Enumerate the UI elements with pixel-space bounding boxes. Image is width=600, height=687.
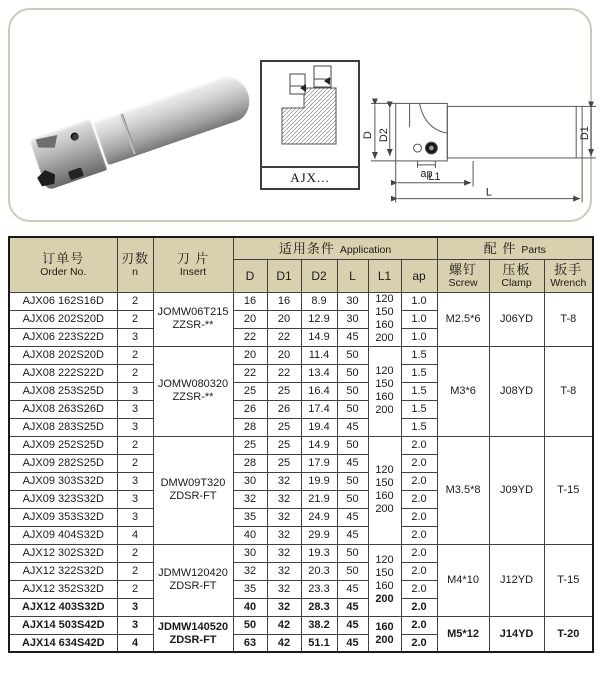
screw-cell: M5*12 <box>437 616 489 652</box>
l-cell: 50 <box>337 346 368 364</box>
col-header-screw: 螺钉 Screw <box>437 259 489 292</box>
d1-cell: 42 <box>267 616 301 634</box>
flute-count-cell: 2 <box>117 544 153 562</box>
d2-cell: 19.3 <box>301 544 337 562</box>
product-panel <box>8 8 592 222</box>
d-cell: 50 <box>233 616 267 634</box>
ap-cell: 2.0 <box>401 436 437 454</box>
table-row <box>9 616 593 634</box>
ap-cell: 1.5 <box>401 418 437 436</box>
table-row <box>9 544 593 562</box>
dimension-drawing <box>362 92 598 212</box>
l1-cell: 120 150 160 200 <box>368 346 401 436</box>
ap-cell: 2.0 <box>401 562 437 580</box>
l-cell: 45 <box>337 508 368 526</box>
d2-cell: 21.9 <box>301 490 337 508</box>
application-schematic <box>262 62 358 166</box>
clamp-cell: J09YD <box>489 436 544 544</box>
insert-cell: JDMW120420 ZDSR-FT <box>153 544 233 616</box>
l-cell: 45 <box>337 454 368 472</box>
dim-label-d: D <box>362 131 374 140</box>
l1-cell: 120 150 160 200 <box>368 436 401 544</box>
dim-label-d1: D1 <box>579 126 592 141</box>
d2-cell: 51.1 <box>301 634 337 652</box>
d2-cell: 14.9 <box>301 328 337 346</box>
ap-cell: 1.5 <box>401 364 437 382</box>
ap-cell: 1.0 <box>401 328 437 346</box>
d1-cell: 32 <box>267 490 301 508</box>
order-no-cell: AJX09 404S32D <box>9 526 117 544</box>
d2-cell: 38.2 <box>301 616 337 634</box>
d-cell: 40 <box>233 598 267 616</box>
col-header-wrench: 扳手 Wrench <box>544 259 593 292</box>
ap-cell: 2.0 <box>401 454 437 472</box>
ap-cell: 2.0 <box>401 580 437 598</box>
l-cell: 45 <box>337 526 368 544</box>
ap-cell: 1.5 <box>401 400 437 418</box>
order-no-cell: AJX12 322S32D <box>9 562 117 580</box>
d1-cell: 25 <box>267 436 301 454</box>
d-cell: 32 <box>233 562 267 580</box>
d-cell: 35 <box>233 580 267 598</box>
diagram-caption: AJX... <box>262 166 358 188</box>
dim-label-ap: ap <box>420 167 433 180</box>
d-cell: 20 <box>233 310 267 328</box>
d2-cell: 16.4 <box>301 382 337 400</box>
d-cell: 22 <box>233 364 267 382</box>
flute-count-cell: 3 <box>117 616 153 634</box>
d1-cell: 32 <box>267 562 301 580</box>
shank-groove <box>120 114 136 154</box>
d1-cell: 32 <box>267 472 301 490</box>
d2-cell: 12.9 <box>301 310 337 328</box>
clamp-cell: J08YD <box>489 346 544 436</box>
l-cell: 50 <box>337 544 368 562</box>
d1-cell: 42 <box>267 634 301 652</box>
clamp-cell: J14YD <box>489 616 544 652</box>
spec-table-body <box>9 292 593 652</box>
dim-label-l: L <box>485 186 492 199</box>
l-cell: 30 <box>337 292 368 310</box>
ap-cell: 2.0 <box>401 544 437 562</box>
flute-count-cell: 2 <box>117 346 153 364</box>
flute-count-cell: 2 <box>117 562 153 580</box>
col-header-d1: D1 <box>267 259 301 292</box>
order-no-cell: AJX08 222S22D <box>9 364 117 382</box>
order-no-cell: AJX08 263S26D <box>9 400 117 418</box>
insert-side <box>68 167 84 180</box>
order-no-cell: AJX08 253S25D <box>9 382 117 400</box>
ap-cell: 2.0 <box>401 472 437 490</box>
d-cell: 63 <box>233 634 267 652</box>
d1-cell: 32 <box>267 526 301 544</box>
order-no-cell: AJX06 202S20D <box>9 310 117 328</box>
application-diagram <box>260 60 360 190</box>
l-cell: 50 <box>337 364 368 382</box>
flute-count-cell: 4 <box>117 634 153 652</box>
flute-count-cell: 2 <box>117 436 153 454</box>
ap-cell: 2.0 <box>401 634 437 652</box>
order-no-cell: AJX09 252S25D <box>9 436 117 454</box>
col-header-insert: 刀 片 Insert <box>153 237 233 292</box>
l-cell: 50 <box>337 436 368 454</box>
d-cell: 40 <box>233 526 267 544</box>
flute-count-cell: 2 <box>117 292 153 310</box>
l1-cell: 120 150 160 200 <box>368 292 401 346</box>
wrench-cell: T-8 <box>544 346 593 436</box>
screw-cell: M3.5*8 <box>437 436 489 544</box>
d1-cell: 26 <box>267 400 301 418</box>
order-no-cell: AJX09 353S32D <box>9 508 117 526</box>
insert-cell: JDMW140520 ZDSR-FT <box>153 616 233 652</box>
flute-count-cell: 3 <box>117 472 153 490</box>
col-header-d: D <box>233 259 267 292</box>
d1-cell: 22 <box>267 364 301 382</box>
order-no-cell: AJX12 403S32D <box>9 598 117 616</box>
tool-photo <box>24 54 264 202</box>
wrench-cell: T-8 <box>544 292 593 346</box>
l-cell: 50 <box>337 400 368 418</box>
l-cell: 45 <box>337 418 368 436</box>
d2-cell: 20.3 <box>301 562 337 580</box>
d-cell: 35 <box>233 508 267 526</box>
order-no-cell: AJX09 323S32D <box>9 490 117 508</box>
l-cell: 50 <box>337 490 368 508</box>
d-cell: 20 <box>233 346 267 364</box>
table-row <box>9 292 593 310</box>
d1-cell: 32 <box>267 544 301 562</box>
col-header-l1: L1 <box>368 259 401 292</box>
ap-cell: 2.0 <box>401 616 437 634</box>
ap-cell: 1.0 <box>401 292 437 310</box>
d-cell: 32 <box>233 490 267 508</box>
insert-cell: JOMW06T215 ZZSR-** <box>153 292 233 346</box>
insert-symbol <box>314 66 331 87</box>
l-cell: 45 <box>337 580 368 598</box>
flute-count-cell: 3 <box>117 490 153 508</box>
d2-cell: 13.4 <box>301 364 337 382</box>
order-no-cell: AJX14 634S42D <box>9 634 117 652</box>
screw-cell: M4*10 <box>437 544 489 616</box>
ap-cell: 1.5 <box>401 382 437 400</box>
flute-count-cell: 2 <box>117 580 153 598</box>
ap-cell: 2.0 <box>401 490 437 508</box>
spec-table <box>8 236 594 653</box>
l-cell: 45 <box>337 328 368 346</box>
l-cell: 45 <box>337 634 368 652</box>
d2-cell: 19.9 <box>301 472 337 490</box>
d1-cell: 20 <box>267 310 301 328</box>
flute-count-cell: 3 <box>117 418 153 436</box>
d-cell: 28 <box>233 418 267 436</box>
flute-count-cell: 3 <box>117 382 153 400</box>
d1-cell: 25 <box>267 418 301 436</box>
insert-cell: JOMW080320 ZZSR-** <box>153 346 233 436</box>
l-cell: 30 <box>337 310 368 328</box>
insert-cell: DMW09T320 ZDSR-FT <box>153 436 233 544</box>
d-cell: 26 <box>233 400 267 418</box>
d2-cell: 19.4 <box>301 418 337 436</box>
flute-count-cell: 3 <box>117 508 153 526</box>
table-row <box>9 346 593 364</box>
d2-cell: 17.4 <box>301 400 337 418</box>
d-cell: 25 <box>233 436 267 454</box>
d1-cell: 20 <box>267 346 301 364</box>
ap-cell: 1.0 <box>401 310 437 328</box>
d-cell: 25 <box>233 382 267 400</box>
screw-cell: M2.5*6 <box>437 292 489 346</box>
d2-cell: 23.3 <box>301 580 337 598</box>
col-header-clamp: 压板 Clamp <box>489 259 544 292</box>
l1-cell: 120 150 160 200 <box>368 544 401 616</box>
l-cell: 50 <box>337 562 368 580</box>
flute-count-cell: 2 <box>117 310 153 328</box>
flute-notch <box>36 132 61 152</box>
flute-count-cell: 2 <box>117 454 153 472</box>
order-no-cell: AJX06 223S22D <box>9 328 117 346</box>
d1-cell: 16 <box>267 292 301 310</box>
ap-cell: 2.0 <box>401 526 437 544</box>
dim-label-d2: D2 <box>377 128 390 143</box>
l-cell: 45 <box>337 616 368 634</box>
clamp-cell: J12YD <box>489 544 544 616</box>
col-header-d2: D2 <box>301 259 337 292</box>
workpiece-hatch <box>282 88 336 144</box>
wrench-cell: T-15 <box>544 544 593 616</box>
d1-cell: 32 <box>267 580 301 598</box>
screw-cell: M3*6 <box>437 346 489 436</box>
d1-cell: 25 <box>267 382 301 400</box>
d2-cell: 29.9 <box>301 526 337 544</box>
group-header-parts: 配 件 Parts <box>437 237 593 259</box>
ap-cell: 2.0 <box>401 598 437 616</box>
d1-cell: 22 <box>267 328 301 346</box>
order-no-cell: AJX12 302S32D <box>9 544 117 562</box>
d2-cell: 24.9 <box>301 508 337 526</box>
order-no-cell: AJX14 503S42D <box>9 616 117 634</box>
ap-cell: 2.0 <box>401 508 437 526</box>
d-cell: 28 <box>233 454 267 472</box>
d2-cell: 17.9 <box>301 454 337 472</box>
col-header-l: L <box>337 259 368 292</box>
col-header-flutes: 刃数 n <box>117 237 153 292</box>
d2-cell: 11.4 <box>301 346 337 364</box>
l-cell: 50 <box>337 472 368 490</box>
d1-cell: 32 <box>267 508 301 526</box>
d1-cell: 25 <box>267 454 301 472</box>
screw-hole <box>70 132 80 142</box>
order-no-cell: AJX12 352S32D <box>9 580 117 598</box>
l-cell: 50 <box>337 382 368 400</box>
table-row <box>9 436 593 454</box>
flute-count-cell: 3 <box>117 598 153 616</box>
order-no-cell: AJX09 303S32D <box>9 472 117 490</box>
wrench-cell: T-20 <box>544 616 593 652</box>
clamp-cell: J06YD <box>489 292 544 346</box>
d-cell: 30 <box>233 472 267 490</box>
l-cell: 45 <box>337 598 368 616</box>
l1-cell: 160 200 <box>368 616 401 652</box>
flute-count-cell: 2 <box>117 364 153 382</box>
cutter-shank <box>93 71 255 165</box>
flute-count-cell: 4 <box>117 526 153 544</box>
order-no-cell: AJX08 283S25D <box>9 418 117 436</box>
wrench-cell: T-15 <box>544 436 593 544</box>
d2-cell: 8.9 <box>301 292 337 310</box>
flute-count-cell: 3 <box>117 400 153 418</box>
dim-label-l1: L1 <box>428 170 441 183</box>
order-no-cell: AJX08 202S20D <box>9 346 117 364</box>
d-cell: 16 <box>233 292 267 310</box>
order-no-cell: AJX06 162S16D <box>9 292 117 310</box>
d-cell: 22 <box>233 328 267 346</box>
group-header-application: 适用条件 Application <box>233 237 437 259</box>
d-cell: 30 <box>233 544 267 562</box>
insert-symbol <box>290 74 306 94</box>
d2-cell: 14.9 <box>301 436 337 454</box>
col-header-ap: ap <box>401 259 437 292</box>
col-header-order: 订单号 Order No. <box>9 237 117 292</box>
d1-cell: 32 <box>267 598 301 616</box>
flute-count-cell: 3 <box>117 328 153 346</box>
ap-cell: 1.5 <box>401 346 437 364</box>
d2-cell: 28.3 <box>301 598 337 616</box>
insert-tip <box>36 168 58 189</box>
order-no-cell: AJX09 282S25D <box>9 454 117 472</box>
